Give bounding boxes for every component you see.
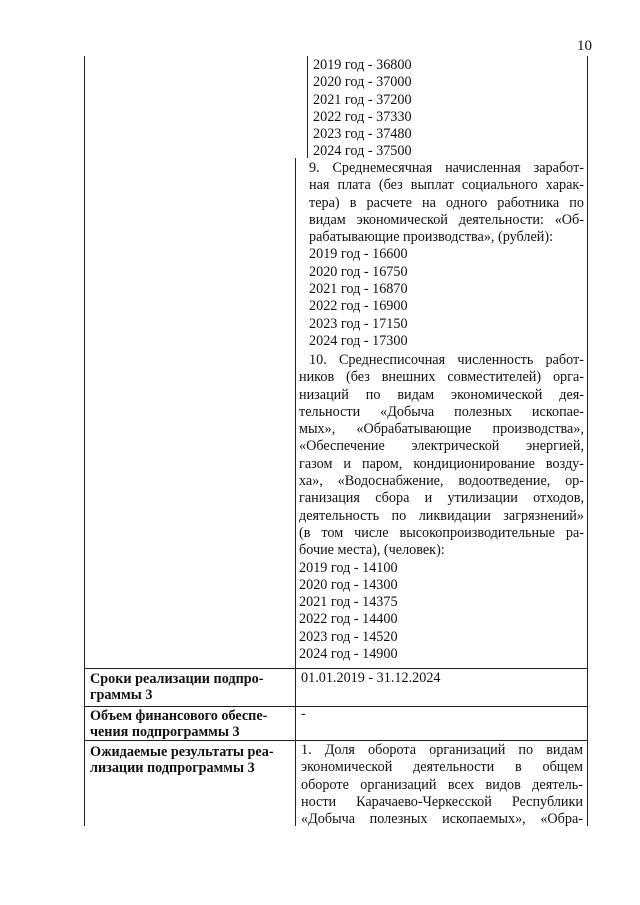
indicator-9-line: 9. Среднемесячная начисленная заработ- (309, 160, 584, 176)
row-rule-3 (85, 740, 587, 741)
value-line: 2022 год - 37330 (313, 108, 412, 125)
indicator-10-line: «Обеспечение электрической энергией, (299, 438, 584, 455)
indicator-9-line: ная плата (без выплат социального харак- (309, 177, 584, 194)
value-line: 2024 год - 37500 (313, 143, 412, 160)
label-line: лизации подпрограммы 3 (90, 760, 255, 776)
label-line: Объем финансового обеспе- (90, 708, 268, 724)
indicator-9 (309, 160, 584, 350)
value-line: 2021 год - 16870 (309, 281, 408, 298)
value-line: 2023 год - 17150 (309, 315, 408, 332)
passport-table (84, 56, 588, 826)
indicator-10-line: (в том числе высокопроизводительные ра- (299, 524, 584, 541)
indicator-10-line: деятельность по ликвидации загрязнений» (299, 507, 584, 524)
result-line: ности Карачаево-Черкесской Республики (301, 793, 583, 810)
value-line: 2020 год - 16750 (309, 263, 408, 280)
indicator-10-line: низаций по видам экономической дея- (299, 386, 584, 403)
value-line: 2019 год - 16600 (309, 246, 408, 263)
value-line: 2021 год - 14375 (299, 594, 398, 611)
indicator-10-line: бочие места), (человек): (299, 542, 445, 559)
result-line: «Добыча полезных ископаемых», «Обра- (301, 811, 583, 828)
column-divider-top (307, 56, 308, 158)
label-line: Сроки реализации подпро- (90, 671, 264, 687)
result-line: обороте организаций всех видов деятель- (301, 776, 583, 793)
value-line: 2022 год - 14400 (299, 611, 398, 628)
value-timeline: 01.01.2019 - 31.12.2024 (301, 670, 441, 686)
value-funding: - (301, 706, 306, 722)
value-line: 2024 год - 17300 (309, 332, 408, 349)
label-timeline (90, 671, 290, 703)
value-line: 2020 год - 37000 (313, 74, 412, 91)
value-line: 2022 год - 16900 (309, 298, 408, 315)
indicator-10-line: газом и паром, кондиционирование возду- (299, 455, 584, 472)
indicator-10-line: тельности «Добыча полезных ископае- (299, 403, 584, 420)
page-number: 10 (577, 38, 592, 54)
indicator-10-line: ха», «Водоснабжение, водоотведение, ор- (299, 473, 584, 490)
value-line: 2019 год - 36800 (313, 57, 412, 73)
value-line: 2019 год - 14100 (299, 559, 398, 576)
label-funding (90, 708, 290, 740)
value-line: 2023 год - 37480 (313, 126, 412, 143)
indicator-10-line: 10. Среднесписочная численность работ- (309, 352, 584, 368)
row-rule-2 (85, 706, 587, 707)
indicator-9-line: рабатывающие производства», (рублей): (309, 229, 554, 246)
value-line: 2021 год - 37200 (313, 91, 412, 108)
values-block-top (313, 57, 583, 161)
indicator-9-line: тера) в расчете на одного работника по (309, 194, 584, 211)
label-expected-results (90, 744, 290, 776)
row-rule-1 (85, 668, 587, 669)
value-line: 2023 год - 14520 (299, 628, 398, 645)
result-line: 1. Доля оборота организаций по видам (301, 742, 583, 758)
value-line: 2024 год - 14900 (299, 646, 398, 663)
value-line: 2020 год - 14300 (299, 576, 398, 593)
label-line: чения подпрограммы 3 (90, 724, 240, 740)
label-line: Ожидаемые результаты реа- (90, 744, 274, 760)
result-line: экономической деятельности в общем (301, 759, 583, 776)
indicator-10-line: ников (без внешних совместителей) орга- (299, 369, 584, 386)
indicator-10-line: мых», «Обрабатывающие производства», (299, 421, 584, 438)
column-divider-mid (295, 158, 296, 826)
value-expected-results (301, 742, 583, 828)
indicator-9-line: видам экономической деятельности: «Об- (309, 211, 584, 228)
indicator-10 (299, 352, 584, 663)
label-line: граммы 3 (90, 687, 153, 703)
indicator-10-line: ганизация сбора и утилизации отходов, (299, 490, 584, 507)
